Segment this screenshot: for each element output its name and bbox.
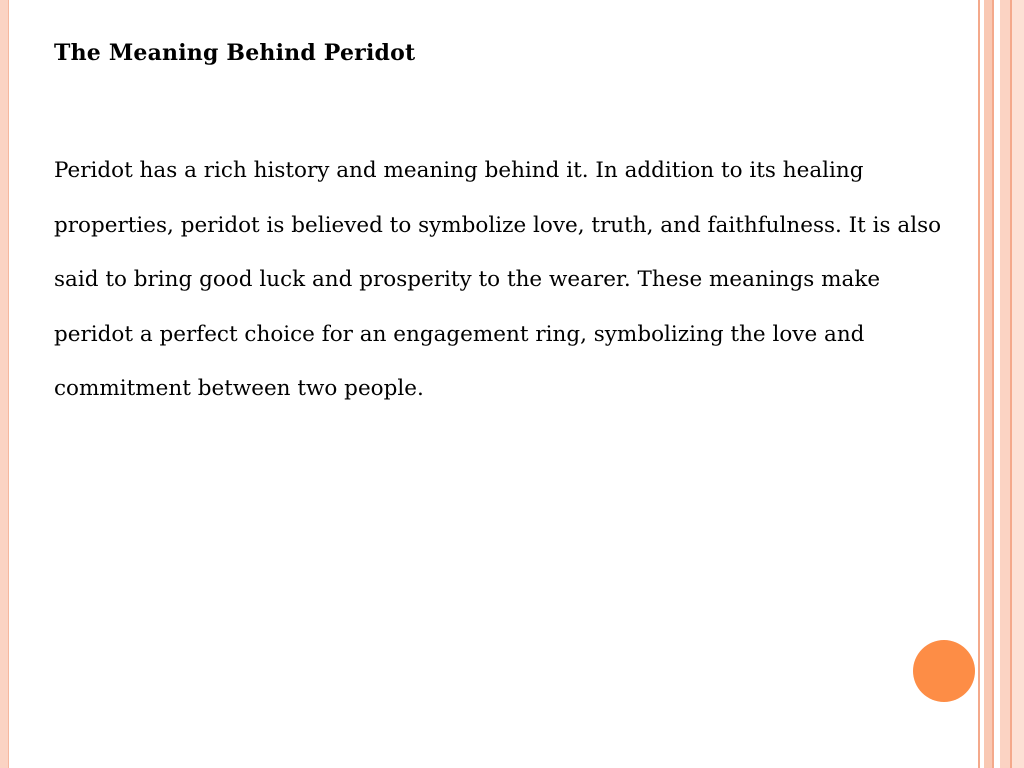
right-stripe-decoration: [978, 0, 1024, 768]
orange-circle-decoration: [913, 640, 975, 702]
slide-body-text: Peridot has a rich history and meaning behind it. In addition to its healing properties, peridot is believed to symbolize love, truth, and faithfulness. It is also said to bring good luck and prosperity to the wearer. These meanings make peridot a perfect choice for an engagement ring, symbolizing the love and commitment between two people.: [54, 158, 942, 401]
slide-title: The Meaning Behind Peridot: [54, 40, 416, 66]
left-border-decoration: [0, 0, 8, 768]
